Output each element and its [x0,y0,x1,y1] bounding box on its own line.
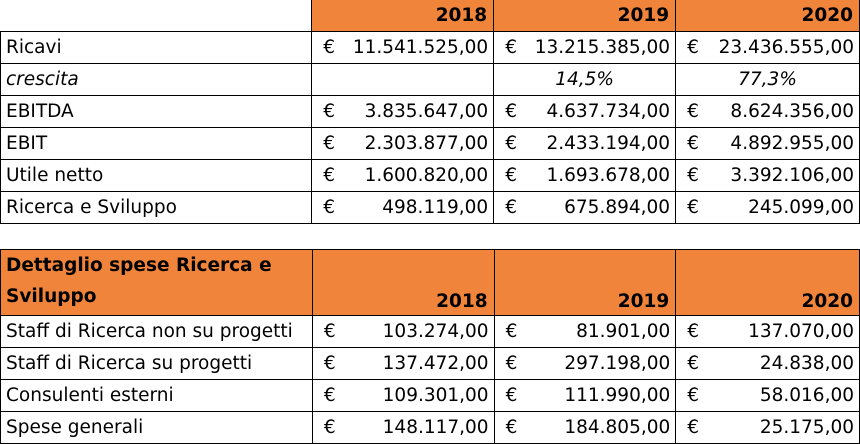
amount-value: 4.892.955,00 [730,133,854,154]
growth-cell[interactable]: 77,3% [676,64,860,96]
currency-symbol: € [323,321,336,342]
amount-value: 25.175,00 [759,417,854,438]
table-row [1,192,860,224]
table-row [1,32,860,64]
rnd-detail-table [0,249,860,444]
header-row [1,0,860,32]
amount-value: 8.624.356,00 [730,101,854,122]
money-cell[interactable] [494,316,676,348]
amount-value: 137.070,00 [748,321,854,342]
table-row [1,160,860,192]
currency-symbol: € [687,321,700,342]
currency-symbol: € [505,417,518,438]
amount-value: 2.433.194,00 [546,133,671,154]
row-label-cell[interactable]: Utile netto [1,160,312,192]
money-cell[interactable] [494,380,676,412]
growth-cell[interactable]: 14,5% [494,64,676,96]
amount-value: 103.274,00 [382,321,489,342]
year-header-cell[interactable]: 2020 [676,0,860,32]
money-cell[interactable] [676,316,860,348]
money-cell[interactable] [312,316,494,348]
money-cell[interactable] [676,348,860,380]
currency-symbol: € [687,385,700,406]
detail-title-cell[interactable]: Dettaglio spese Ricerca e Sviluppo [1,250,313,316]
money-cell[interactable] [494,160,676,192]
amount-value: 11.541.525,00 [352,37,489,58]
amount-value: 675.894,00 [564,197,671,218]
money-cell[interactable] [676,32,860,64]
currency-symbol: € [687,133,699,154]
money-cell[interactable] [312,348,494,380]
table-row [1,64,860,96]
table-row [1,348,860,380]
amount-value: 23.436.555,00 [718,37,854,58]
currency-symbol: € [323,417,336,438]
money-cell[interactable] [494,192,676,224]
amount-value: 13.215.385,00 [534,37,671,58]
currency-symbol: € [323,385,336,406]
money-cell[interactable] [676,412,860,444]
amount-value: 1.693.678,00 [546,165,671,186]
currency-symbol: € [323,37,336,58]
amount-value: 245.099,00 [748,197,854,218]
currency-symbol: € [687,37,699,58]
money-cell[interactable] [676,160,860,192]
row-label-cell[interactable]: Staff di Ricerca su progetti [1,348,313,380]
currency-symbol: € [687,417,700,438]
money-cell[interactable] [312,128,494,160]
money-cell[interactable] [494,128,676,160]
row-label-cell[interactable]: crescita [1,64,312,96]
money-cell[interactable] [312,96,494,128]
currency-symbol: € [505,37,517,58]
currency-symbol: € [505,101,517,122]
amount-value: 137.472,00 [382,353,489,374]
currency-symbol: € [323,101,336,122]
amount-value: 81.901,00 [576,321,671,342]
money-cell[interactable] [676,380,860,412]
row-label-cell[interactable]: Spese generali [1,412,313,444]
row-label-cell[interactable]: EBITDA [1,96,312,128]
currency-symbol: € [505,133,517,154]
money-cell[interactable] [312,160,494,192]
amount-value: 498.119,00 [382,197,489,218]
money-cell[interactable] [676,128,860,160]
money-cell[interactable] [312,32,494,64]
table-row [1,380,860,412]
row-label-cell[interactable]: Staff di Ricerca non su progetti [1,316,313,348]
money-cell[interactable] [494,96,676,128]
money-cell[interactable] [494,412,676,444]
year-header-cell[interactable]: 2019 [494,0,676,32]
amount-value: 1.600.820,00 [364,165,489,186]
currency-symbol: € [687,197,699,218]
amount-value: 3.835.647,00 [364,101,489,122]
row-label-cell[interactable]: Consulenti esterni [1,380,313,412]
amount-value: 148.117,00 [382,417,489,438]
row-label-cell[interactable]: Ricavi [1,32,312,64]
currency-symbol: € [323,197,336,218]
currency-symbol: € [505,321,518,342]
currency-symbol: € [505,197,517,218]
amount-value: 58.016,00 [759,385,854,406]
header-row [1,250,860,316]
amount-value: 109.301,00 [382,385,489,406]
money-cell[interactable] [312,412,494,444]
amount-value: 184.805,00 [564,417,671,438]
currency-symbol: € [687,353,700,374]
amount-value: 111.990,00 [564,385,671,406]
currency-symbol: € [505,165,517,186]
amount-value: 4.637.734,00 [546,101,671,122]
currency-symbol: € [323,165,336,186]
money-cell[interactable] [494,348,676,380]
growth-cell[interactable] [312,64,494,96]
currency-symbol: € [323,133,336,154]
currency-symbol: € [323,353,336,374]
currency-symbol: € [687,101,699,122]
amount-value: 3.392.106,00 [730,165,854,186]
table-row [1,96,860,128]
money-cell[interactable] [494,32,676,64]
year-header-cell[interactable]: 2018 [312,0,494,32]
amount-value: 297.198,00 [564,353,671,374]
money-cell[interactable] [312,380,494,412]
year-header-cell[interactable]: 2020 [676,250,860,316]
table-row [1,128,860,160]
row-label-cell[interactable]: Ricerca e Sviluppo [1,192,312,224]
table-row [1,316,860,348]
currency-symbol: € [505,353,518,374]
money-cell[interactable] [312,192,494,224]
currency-symbol: € [505,385,518,406]
header-empty-cell [1,0,312,32]
table-row [1,412,860,444]
row-label-cell[interactable]: EBIT [1,128,312,160]
year-header-cell[interactable]: 2018 [312,250,494,316]
amount-value: 24.838,00 [759,353,854,374]
amount-value: 2.303.877,00 [364,133,489,154]
money-cell[interactable] [676,96,860,128]
year-header-cell[interactable]: 2019 [494,250,676,316]
money-cell[interactable] [676,192,860,224]
currency-symbol: € [687,165,699,186]
